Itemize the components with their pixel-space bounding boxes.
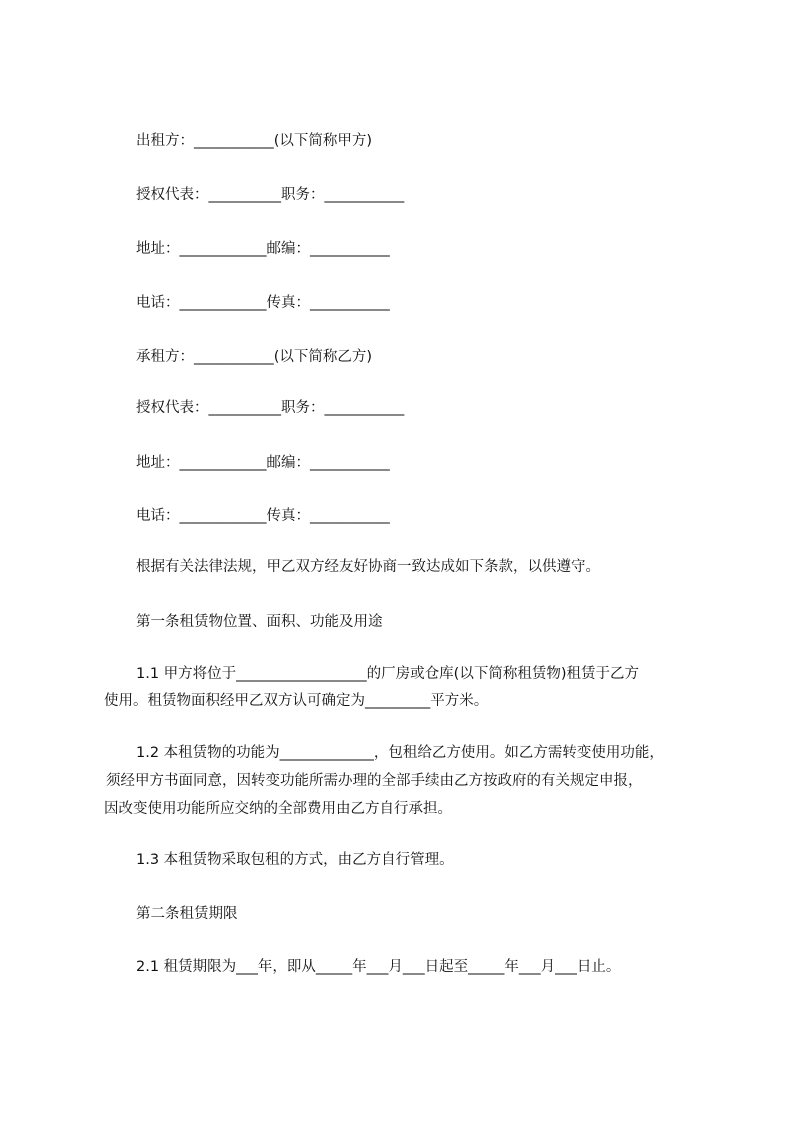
clause-1-1-line2: 使用。租赁物面积经甲乙双方认可确定为_________平方米。: [104, 693, 489, 709]
lessor-phone-line: 电话：____________传真：___________: [136, 295, 390, 311]
article2-title: 第二条租赁期限: [136, 906, 238, 922]
clause-1-2-line2: 须经甲方书面同意，因转变功能所需办理的全部手续由乙方按政府的有关规定申报，: [106, 773, 643, 789]
lessor-address-line: 地址：____________邮编：___________: [136, 241, 390, 257]
lessee-rep-line: 授权代表：__________职务：___________: [136, 400, 405, 416]
preamble-text: 根据有关法律法规，甲乙双方经友好协商一致达成如下条款，以供遵守。: [136, 559, 600, 575]
article1-title: 第一条租赁物位置、面积、功能及用途: [136, 614, 383, 630]
clause-1-2-line1: 1.2 本租赁物的功能为_____________，包租给乙方使用。如乙方需转变使用功能，: [136, 745, 664, 761]
lessee-phone-line: 电话：____________传真：___________: [136, 508, 390, 524]
clause-1-2-line3: 因改变使用功能所应交纳的全部费用由乙方自行承担。: [104, 801, 452, 817]
lessee-line: 承租方：___________(以下简称乙方): [136, 349, 373, 365]
clause-2-1: 2.1 租赁期限为___年，即从_____年___月___日起至_____年___月___日止。: [136, 959, 621, 975]
lessor-line: 出租方：___________(以下简称甲方): [136, 133, 373, 149]
lessee-address-line: 地址：____________邮编：___________: [136, 455, 390, 471]
clause-1-3: 1.3 本租赁物采取包租的方式，由乙方自行管理。: [136, 852, 454, 868]
clause-1-1-line1: 1.1 甲方将位于__________________的厂房或仓库(以下简称租赁物)租赁于乙方: [136, 666, 639, 682]
lessor-rep-line: 授权代表：__________职务：___________: [136, 187, 405, 203]
